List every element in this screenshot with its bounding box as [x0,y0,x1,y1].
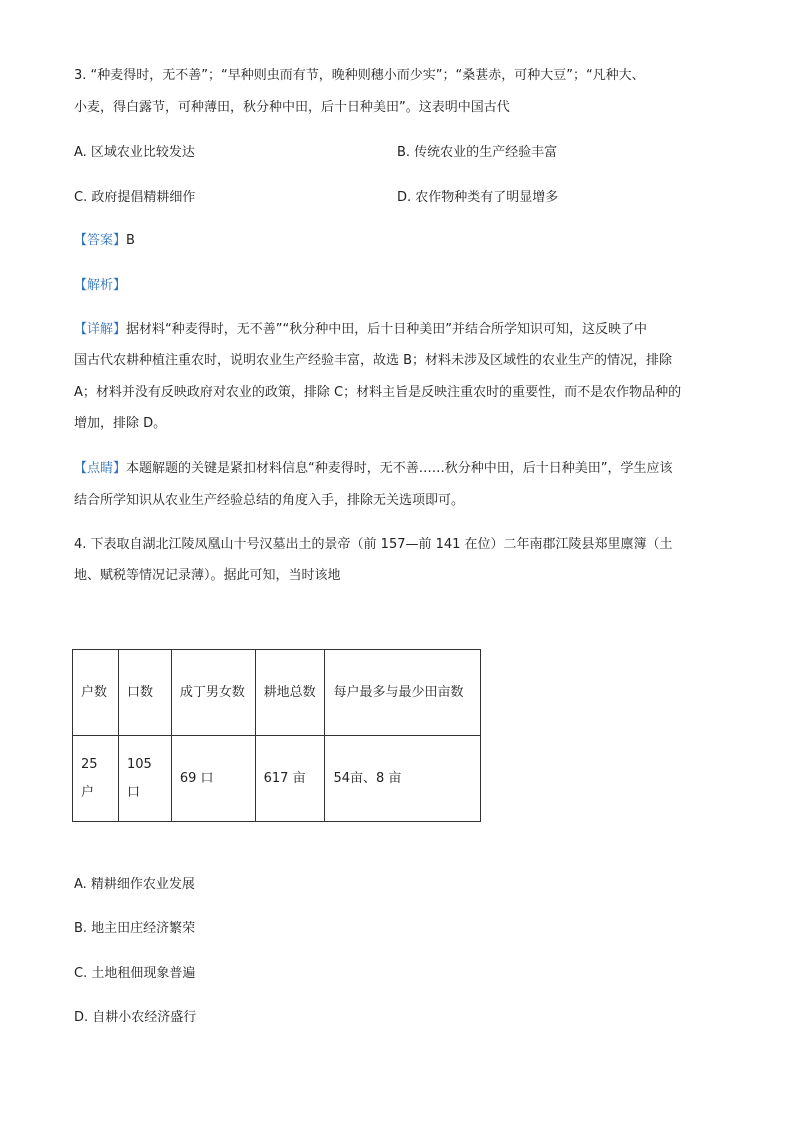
q4-option-c[interactable]: C. 土地租佃现象普遍 [74,966,196,981]
table-header-cell: 口数 [118,650,171,736]
q4-option-d[interactable]: D. 自耕小农经济盛行 [74,1010,197,1025]
table-cell: 54亩、8 亩 [325,736,481,822]
q3-analysis-heading [74,276,126,296]
q3-detail-line-1 [74,320,647,340]
q3-option-a[interactable]: A. 区域农业比较发达 [74,145,195,160]
q4-option-a[interactable]: A. 精耕细作农业发展 [74,877,195,892]
answer-tag: 【答案】 [74,233,127,248]
q3-option-d[interactable]: D. 农作物种类有了明显增多 [397,190,559,205]
q3-detail-line-2: 国古代农耕种植注重农时，说明农业生产经验丰富，故选 B；材料未涉及区域性的农业生产的情况，排除 [74,353,673,368]
detail-tag: 【详解】 [74,322,127,337]
q4-option-b[interactable]: B. 地主田庄经济繁荣 [74,921,196,936]
comment-text: 本题解题的关键是紧扣材料信息“种麦得时，无不善……秋分种中田，后十日种美田”，学生应该 [126,461,673,476]
q3-stem-line-2: 小麦，得白露节，可种薄田，秋分种中田，后十日种美田”。这表明中国古代 [74,100,510,115]
q3-option-b[interactable]: B. 传统农业的生产经验丰富 [397,145,558,160]
table-cell: 69 口 [171,736,255,822]
q3-comment-line-2: 结合所学知识从农业生产经验总结的角度入手，排除无关选项即可。 [74,493,465,508]
q3-comment-line-1 [74,459,673,479]
answer-value: B [126,233,135,248]
table-header-cell: 成丁男女数 [171,650,255,736]
q3-option-c[interactable]: C. 政府提倡精耕细作 [74,190,196,205]
table-header-row [73,650,481,736]
table-row [73,736,481,822]
ledger-table [72,649,481,822]
table-cell: 105 口 [118,736,171,822]
table-header-cell: 每户最多与最少田亩数 [325,650,481,736]
comment-tag: 【点睛】 [74,461,127,476]
table-cell: 617 亩 [255,736,325,822]
analysis-tag: 【解析】 [74,278,127,293]
q3-answer [74,231,135,251]
q3-detail-line-4: 增加，排除 D。 [74,416,167,431]
q4-stem-line-2: 地、赋税等情况记录薄）。据此可知，当时该地 [74,568,341,583]
q3-stem-line-1: 3. “种麦得时，无不善”；“早种则虫而有节，晚种则穗小而少实”；“桑葚赤，可种大豆”；“凡种大、 [74,68,645,83]
detail-text: 据材料“种麦得时，无不善”“秋分种中田，后十日种美田”并结合所学知识可知，这反映了中 [126,322,647,337]
table-cell: 25 户 [73,736,119,822]
q4-stem-line-1: 4. 下表取自湖北江陵凤凰山十号汉墓出土的景帝（前 157—前 141 在位）二年南郡江陵县郑里廪簿（土 [74,537,673,552]
q3-detail-line-3: A；材料并没有反映政府对农业的政策，排除 C；材料主旨是反映注重农时的重要性，而不是农作物品种的 [74,385,682,400]
table-header-cell: 户数 [73,650,119,736]
table-header-cell: 耕地总数 [255,650,325,736]
